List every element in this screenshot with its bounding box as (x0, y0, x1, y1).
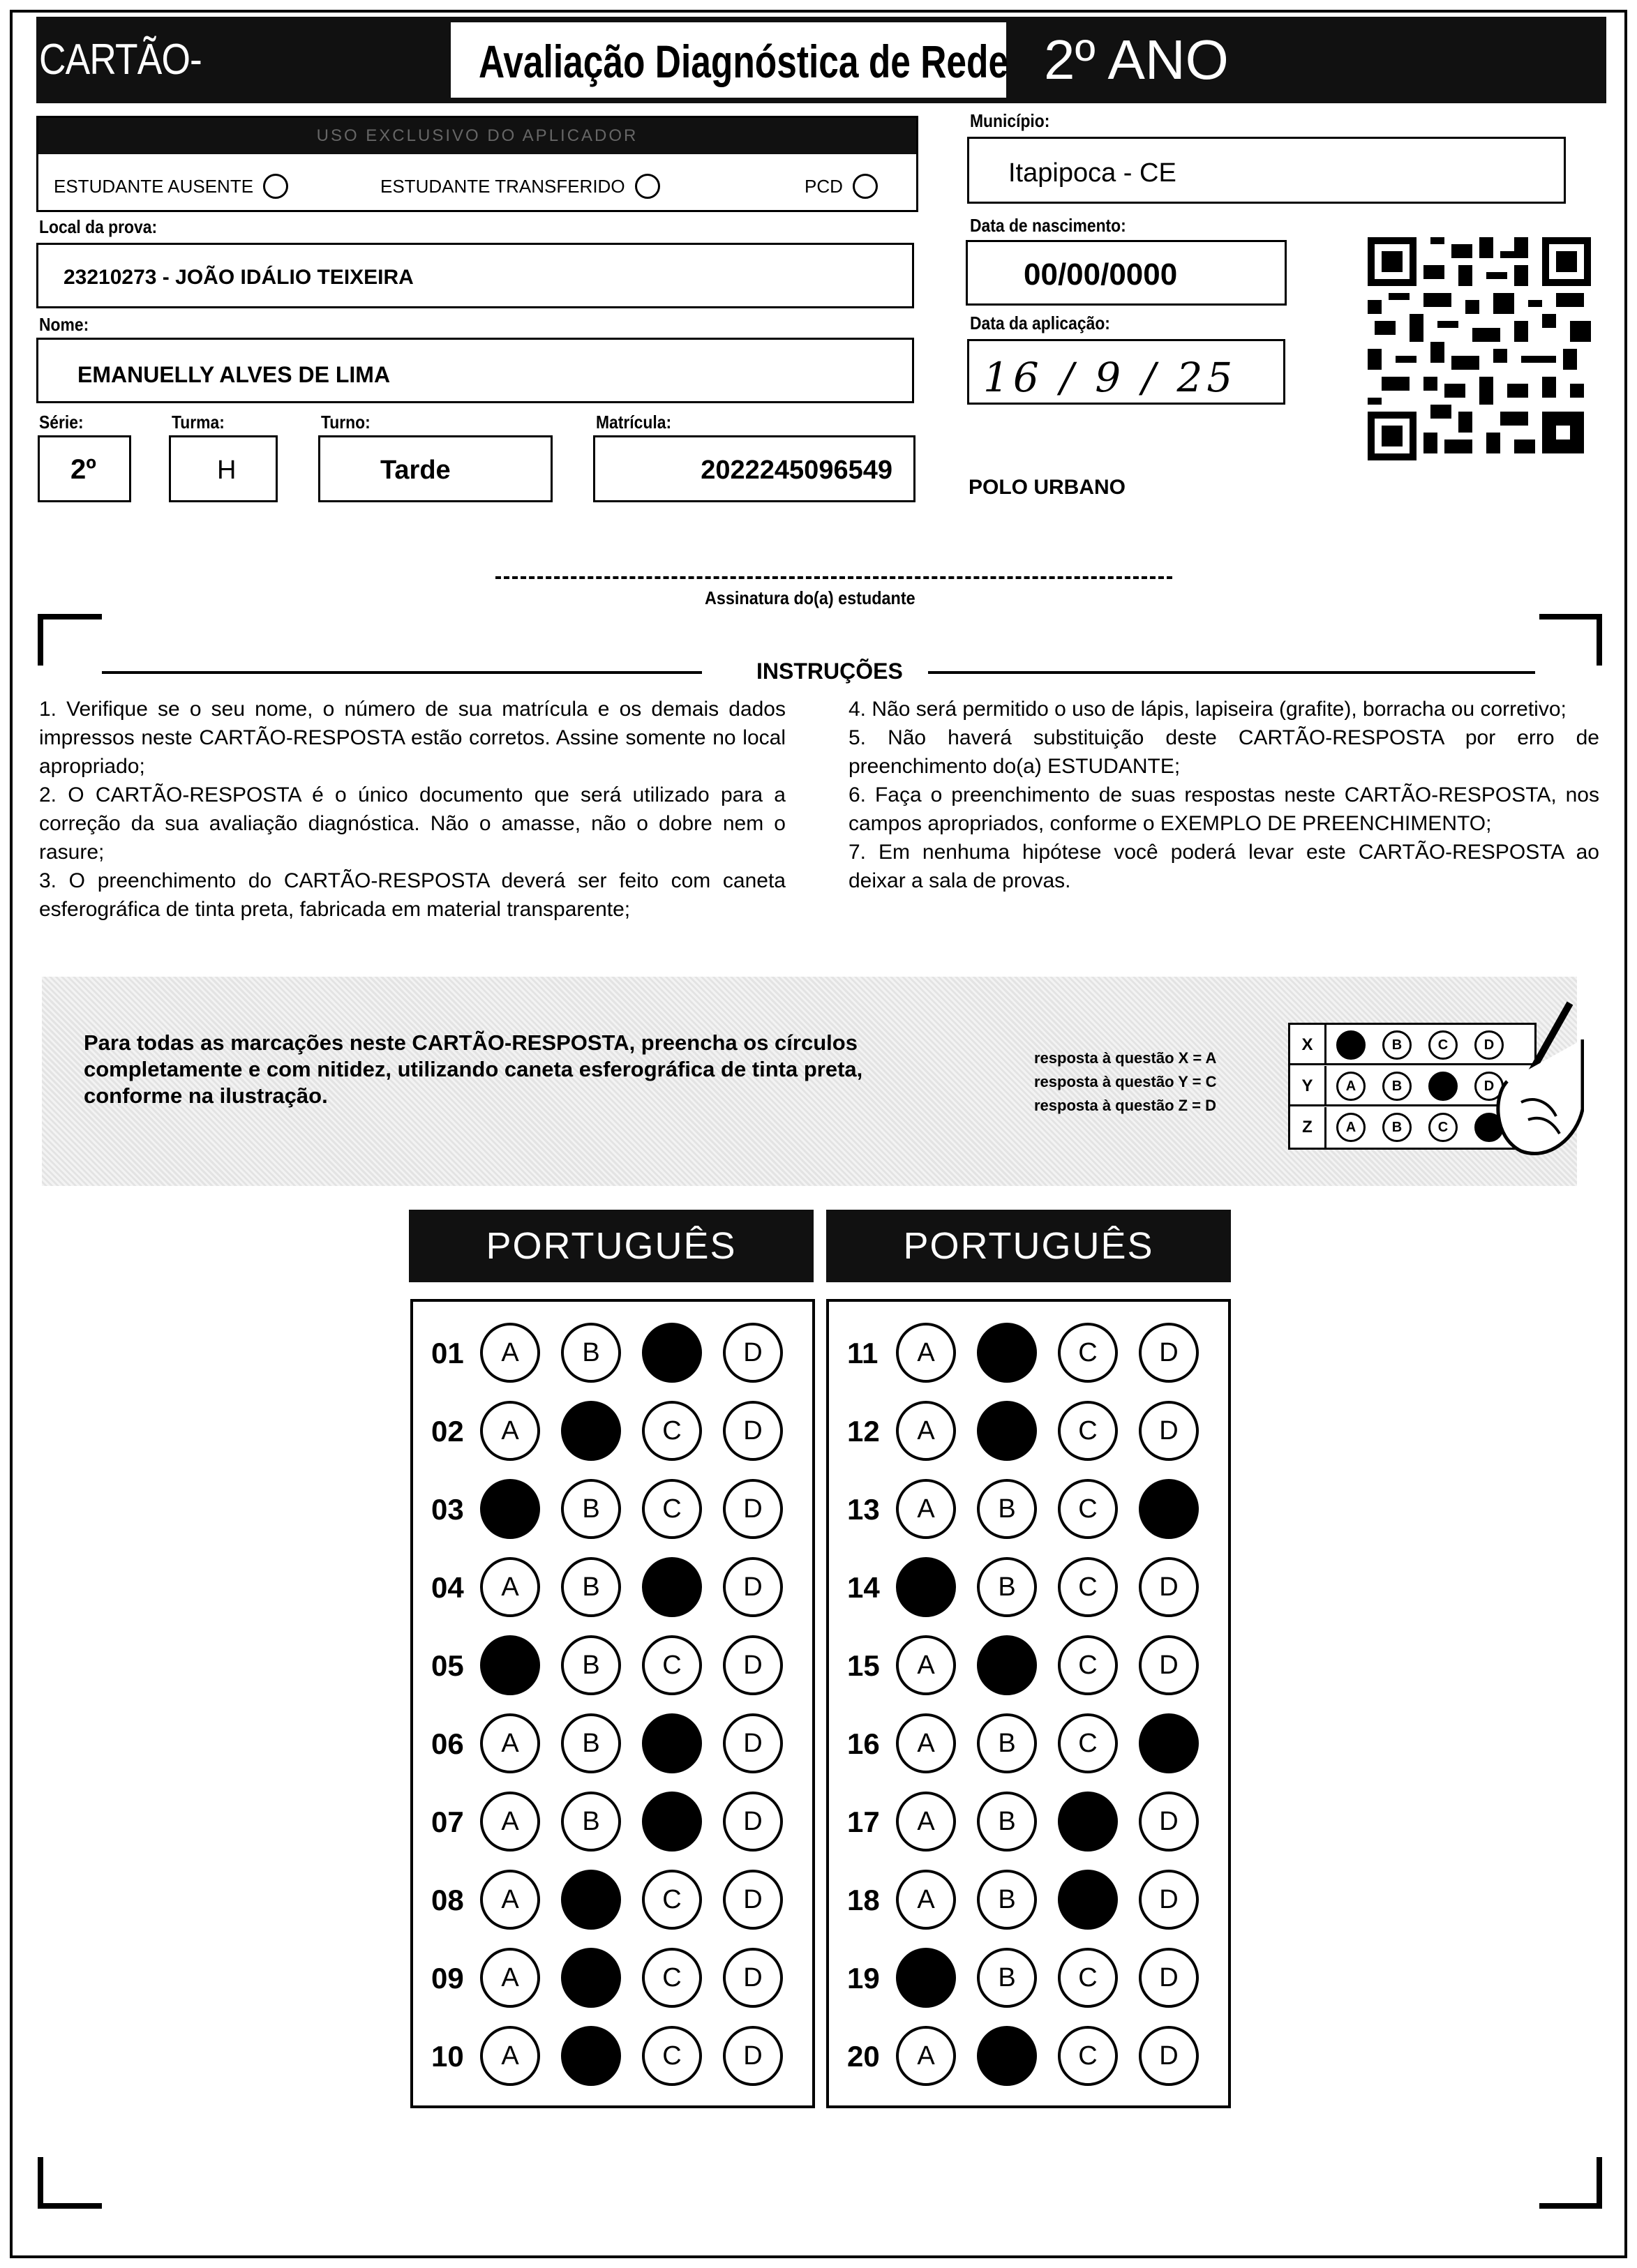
fill-example-bubble-a (1336, 1030, 1366, 1060)
answer-bubble-b[interactable] (561, 1948, 621, 2008)
turma-label: Turma: (172, 412, 225, 433)
answer-bubble-b[interactable]: B (561, 1635, 621, 1695)
answer-row (829, 1550, 1228, 1628)
serie-field (38, 435, 131, 502)
answer-row (829, 1394, 1228, 1472)
top-left-corner-mark (36, 613, 106, 668)
fill-example-bubble-c: C (1428, 1113, 1458, 1142)
answer-bubble-a[interactable]: A (480, 1792, 540, 1852)
subject-header: PORTUGUÊS (409, 1210, 814, 1282)
serie-label: Série: (39, 412, 84, 433)
question-number: 08 (431, 1884, 464, 1916)
instructions-right (849, 695, 1599, 895)
answer-bubble-a[interactable]: A (480, 1557, 540, 1617)
fill-example-answers (1034, 1046, 1216, 1118)
answer-row (829, 1316, 1228, 1394)
question-number: 20 (847, 2040, 880, 2073)
answer-bubble-b[interactable] (561, 2026, 621, 2086)
fill-example-text: Para todas as marcações neste CARTÃO-RESPOSTA, preencha os círculos completamente e com nitidez, utilizando caneta esferográfica de tinta preta, conforme na ilustração. (84, 1030, 863, 1108)
answer-bubble-c[interactable]: C (642, 1479, 702, 1539)
fill-example-bubble-a: A (1336, 1113, 1366, 1142)
answer-bubble-a[interactable]: A (480, 1713, 540, 1773)
answer-bubble-a[interactable]: A (896, 1401, 956, 1461)
answer-bubble-a[interactable]: A (480, 1948, 540, 2008)
answer-bubble-d[interactable]: D (723, 1557, 783, 1617)
fill-example-bubble-d: D (1474, 1072, 1504, 1101)
answer-bubble-c[interactable] (642, 1792, 702, 1852)
answer-row (413, 1785, 812, 1863)
answer-bubble-d[interactable]: D (1139, 1323, 1199, 1383)
question-number: 10 (431, 2040, 464, 2073)
answer-bubble-a[interactable] (896, 1557, 956, 1617)
application-date-field[interactable] (967, 339, 1285, 405)
answer-bubble-a[interactable]: A (480, 1323, 540, 1383)
answer-row (413, 1472, 812, 1550)
answer-bubble-c[interactable] (1058, 1792, 1118, 1852)
question-number: 02 (431, 1415, 464, 1448)
question-number: 07 (431, 1805, 464, 1838)
answer-bubble-d[interactable]: D (723, 1870, 783, 1930)
question-number: 19 (847, 1962, 880, 1995)
instructions-rule-right (928, 671, 1535, 674)
answer-bubble-a[interactable]: A (896, 2026, 956, 2086)
answer-row (413, 1394, 812, 1472)
fill-example-answer-y: resposta à questão Y = C (1034, 1073, 1217, 1090)
answer-bubble-c[interactable]: C (1058, 1401, 1118, 1461)
serie-value: 2º (70, 454, 96, 485)
question-number: 11 (847, 1337, 879, 1369)
answer-grid-2 (826, 1299, 1231, 2108)
instruction-item: 7. Em nenhuma hipótese você poderá levar este CARTÃO-RESPOSTA ao deixar a sala de provas. (849, 841, 1599, 892)
answer-bubble-a[interactable]: A (480, 2026, 540, 2086)
name-value: EMANUELLY ALVES DE LIMA (77, 362, 391, 387)
absent-label: ESTUDANTE AUSENTE (54, 175, 254, 197)
answer-bubble-d[interactable]: D (723, 1401, 783, 1461)
answer-bubble-d[interactable]: D (1139, 2026, 1199, 2086)
name-label: Nome: (39, 314, 89, 335)
local-value: 23210273 - JOÃO IDÁLIO TEIXEIRA (63, 266, 414, 289)
question-number: 06 (431, 1727, 464, 1760)
answer-bubble-c[interactable] (1058, 1870, 1118, 1930)
answer-row (413, 1863, 812, 1941)
instruction-item: 4. Não será permitido o uso de lápis, lapiseira (grafite), borracha ou corretivo; (849, 698, 1567, 721)
answer-bubble-c[interactable]: C (1058, 1323, 1118, 1383)
exam-name-box (449, 21, 1008, 99)
transferred-label: ESTUDANTE TRANSFERIDO (380, 175, 625, 197)
question-number: 05 (431, 1649, 464, 1682)
answer-bubble-d[interactable] (1139, 1713, 1199, 1773)
fill-example-bubble-b: B (1382, 1072, 1412, 1101)
answer-row (413, 1706, 812, 1785)
question-number: 17 (847, 1805, 880, 1838)
school-year: 2º ANO (1044, 29, 1229, 91)
answer-row (829, 2019, 1228, 2097)
local-label: Local da prova: (39, 216, 158, 237)
answer-bubble-a[interactable]: A (896, 1713, 956, 1773)
answer-bubble-d[interactable]: D (723, 1479, 783, 1539)
answer-bubble-d[interactable]: D (723, 2026, 783, 2086)
answer-bubble-d[interactable]: D (723, 1792, 783, 1852)
instruction-item: 3. O preenchimento do CARTÃO-RESPOSTA deverá ser feito com caneta esferográfica de tinta preta, fabricada em material transparente; (39, 869, 786, 921)
answer-bubble-b[interactable]: B (977, 1870, 1037, 1930)
answer-bubble-d[interactable]: D (723, 1948, 783, 2008)
answer-bubble-c[interactable]: C (1058, 1557, 1118, 1617)
answer-bubble-b[interactable]: B (977, 1792, 1037, 1852)
answer-row (413, 1316, 812, 1394)
fill-example-bubble-b: B (1382, 1030, 1412, 1060)
birth-value: 00/00/0000 (1024, 257, 1178, 292)
matricula-value: 2022245096549 (701, 456, 892, 485)
header-title: CARTÃO- (39, 36, 202, 84)
answer-row (413, 1550, 812, 1628)
polo-label: POLO URBANO (969, 476, 1126, 499)
local-field (36, 243, 914, 308)
answer-bubble-d[interactable] (1139, 1479, 1199, 1539)
answer-bubble-b[interactable]: B (561, 1557, 621, 1617)
instruction-item: 6. Faça o preenchimento de suas respostas neste CARTÃO-RESPOSTA, nos campos apropriados, conforme o EXEMPLO DE PREENCHIMENTO; (849, 783, 1599, 835)
application-date-value: 16 / 9 / 25 (983, 354, 1237, 401)
answer-bubble-c[interactable]: C (642, 1401, 702, 1461)
transferred-option[interactable] (380, 174, 660, 199)
answer-bubble-c[interactable] (642, 1323, 702, 1383)
signature-label: Assinatura do(a) estudante (705, 587, 915, 608)
answer-row (829, 1785, 1228, 1863)
question-number: 01 (431, 1337, 464, 1369)
question-number: 14 (847, 1571, 880, 1604)
answer-bubble-c[interactable]: C (1058, 1713, 1118, 1773)
answer-bubble-c[interactable]: C (642, 2026, 702, 2086)
question-number: 15 (847, 1649, 880, 1682)
birth-field (966, 240, 1287, 306)
answer-bubble-a[interactable] (480, 1635, 540, 1695)
answer-bubble-d[interactable]: D (723, 1323, 783, 1383)
answer-row (413, 1941, 812, 2019)
answer-row (829, 1706, 1228, 1785)
answer-row (829, 1941, 1228, 2019)
fill-example-bubble-c (1428, 1072, 1458, 1101)
instructions-title: INSTRUÇÕES (742, 659, 917, 684)
birth-label: Data de nascimento: (970, 215, 1126, 236)
answer-bubble-b[interactable]: B (561, 1479, 621, 1539)
fill-example-bubble-a: A (1336, 1072, 1366, 1101)
answer-bubble-d[interactable]: D (1139, 1557, 1199, 1617)
answer-bubble-d[interactable]: D (723, 1635, 783, 1695)
instruction-item: 2. O CARTÃO-RESPOSTA é o único documento que será utilizado para a correção da sua avaliação diagnóstica. Não o amasse, não o dobre nem o rasure; (39, 783, 786, 864)
question-number: 03 (431, 1493, 464, 1526)
pcd-option[interactable] (805, 174, 878, 199)
pcd-circle[interactable] (853, 174, 878, 199)
top-right-corner-mark (1535, 613, 1605, 668)
answer-row (829, 1628, 1228, 1706)
municipio-label: Município: (970, 110, 1050, 131)
answer-bubble-c[interactable]: C (642, 1948, 702, 2008)
subject-header: PORTUGUÊS (826, 1210, 1231, 1282)
applicator-box (36, 116, 918, 212)
answer-bubble-c[interactable] (642, 1557, 702, 1617)
answer-bubble-a[interactable] (896, 1948, 956, 2008)
instructions-left (39, 695, 786, 924)
answer-bubble-a[interactable] (480, 1479, 540, 1539)
answer-bubble-b[interactable]: B (977, 1948, 1037, 2008)
instruction-item: 5. Não haverá substituição deste CARTÃO-RESPOSTA por erro de preenchimento do(a) ESTUDANTE; (849, 726, 1599, 778)
question-number: 09 (431, 1962, 464, 1995)
answer-bubble-d[interactable]: D (1139, 1401, 1199, 1461)
answer-bubble-b[interactable] (977, 1323, 1037, 1383)
fill-example-row-label: X (1290, 1025, 1326, 1065)
application-date-label: Data da aplicação: (970, 313, 1110, 333)
answer-bubble-d[interactable]: D (723, 1713, 783, 1773)
signature-line[interactable] (495, 576, 1172, 579)
answer-grid-1 (410, 1299, 815, 2108)
matricula-label: Matrícula: (596, 412, 672, 433)
absent-option[interactable] (54, 174, 288, 199)
answer-bubble-b[interactable]: B (561, 1792, 621, 1852)
answer-bubble-b[interactable]: B (977, 1557, 1037, 1617)
answer-bubble-a[interactable]: A (896, 1479, 956, 1539)
fill-example-row-label: Y (1290, 1066, 1326, 1106)
answer-bubble-c[interactable]: C (1058, 1635, 1118, 1695)
fill-example-answer-x: resposta à questão X = A (1034, 1049, 1217, 1067)
fill-example-row-label: Z (1290, 1107, 1326, 1148)
question-number: 16 (847, 1727, 880, 1760)
answer-row (413, 2019, 812, 2097)
qr-code-icon (1368, 237, 1591, 460)
turno-field (318, 435, 553, 502)
turma-field (169, 435, 278, 502)
answer-bubble-c[interactable]: C (1058, 1479, 1118, 1539)
applicator-band: USO EXCLUSIVO DO APLICADOR (38, 118, 916, 154)
answer-bubble-b[interactable]: B (977, 1713, 1037, 1773)
absent-circle[interactable] (263, 174, 288, 199)
instructions-rule-left (102, 671, 702, 674)
question-number: 13 (847, 1493, 880, 1526)
fill-example-answer-z: resposta à questão Z = D (1034, 1097, 1217, 1114)
answer-bubble-b[interactable] (561, 1401, 621, 1461)
answer-bubble-b[interactable] (977, 1635, 1037, 1695)
answer-row (829, 1863, 1228, 1941)
answer-bubble-c[interactable]: C (642, 1635, 702, 1695)
turma-value: H (217, 456, 237, 485)
exam-name: Avaliação Diagnóstica de Rede (479, 36, 1009, 87)
fill-example-bubble-c: C (1428, 1030, 1458, 1060)
answer-bubble-d[interactable]: D (1139, 1948, 1199, 2008)
answer-bubble-b[interactable]: B (561, 1713, 621, 1773)
answer-bubble-b[interactable]: B (977, 1479, 1037, 1539)
fill-example-bubble-d: D (1474, 1030, 1504, 1060)
bottom-left-corner-mark (36, 2154, 106, 2210)
municipio-field (967, 137, 1566, 204)
question-number: 04 (431, 1571, 464, 1604)
answer-row (829, 1472, 1228, 1550)
instruction-item: 1. Verifique se o seu nome, o número de sua matrícula e os demais dados impressos neste CARTÃO-RESPOSTA estão corretos. Assine somente no local apropriado; (39, 698, 786, 778)
answer-bubble-c[interactable]: C (1058, 1948, 1118, 2008)
answer-bubble-a[interactable]: A (896, 1635, 956, 1695)
bottom-right-corner-mark (1535, 2154, 1605, 2210)
turno-label: Turno: (321, 412, 371, 433)
answer-bubble-c[interactable] (642, 1713, 702, 1773)
answer-row (413, 1628, 812, 1706)
question-number: 12 (847, 1415, 880, 1448)
answer-bubble-d[interactable]: D (1139, 1792, 1199, 1852)
answer-bubble-a[interactable]: A (896, 1792, 956, 1852)
fill-example-bubble-b: B (1382, 1113, 1412, 1142)
answer-bubble-a[interactable]: A (896, 1870, 956, 1930)
answer-bubble-b[interactable] (977, 1401, 1037, 1461)
answer-bubble-a[interactable]: A (480, 1401, 540, 1461)
answer-bubble-a[interactable]: A (480, 1870, 540, 1930)
turno-value: Tarde (380, 456, 451, 485)
municipio-value: Itapipoca - CE (1008, 158, 1176, 188)
answer-bubble-b[interactable]: B (561, 1323, 621, 1383)
answer-bubble-a[interactable]: A (896, 1323, 956, 1383)
answer-bubble-c[interactable]: C (1058, 2026, 1118, 2086)
question-number: 18 (847, 1884, 880, 1916)
name-field (36, 338, 914, 403)
answer-bubble-b[interactable] (561, 1870, 621, 1930)
answer-bubble-d[interactable]: D (1139, 1635, 1199, 1695)
answer-bubble-d[interactable]: D (1139, 1870, 1199, 1930)
hand-pen-icon (1479, 998, 1584, 1165)
answer-bubble-c[interactable]: C (642, 1870, 702, 1930)
transferred-circle[interactable] (635, 174, 660, 199)
answer-bubble-b[interactable] (977, 2026, 1037, 2086)
fill-example-panel (42, 977, 1577, 1186)
pcd-label: PCD (805, 175, 843, 197)
matricula-field (593, 435, 915, 502)
